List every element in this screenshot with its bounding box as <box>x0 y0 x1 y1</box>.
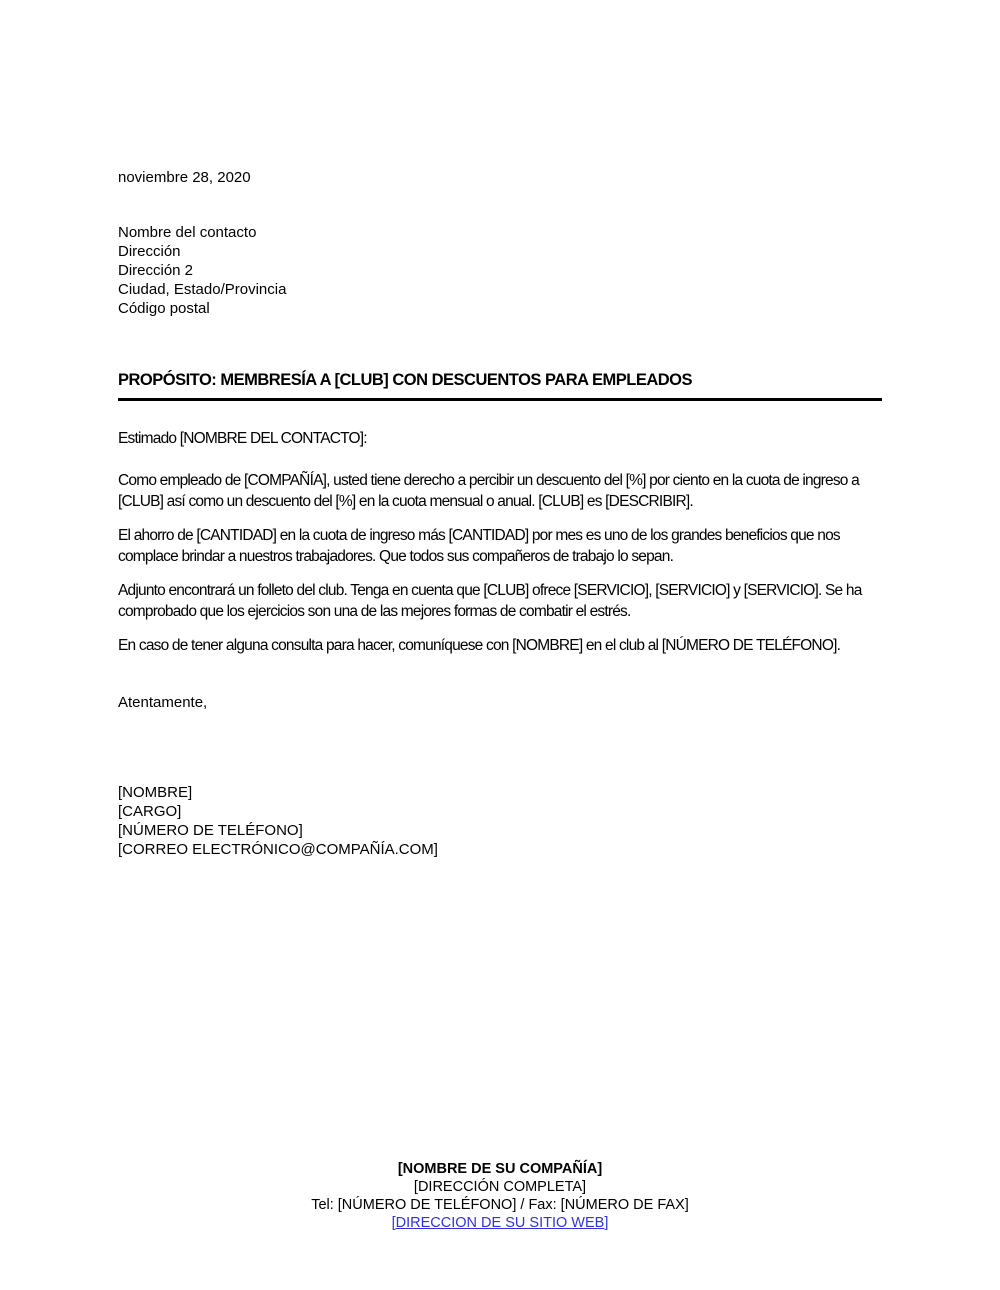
footer-address: [DIRECCIÓN COMPLETA] <box>413 1179 587 1195</box>
subject-line: PROPÓSITO: MEMBRESÍA A [CLUB] CON DESCUENTOS PARA EMPLEADOS <box>118 371 693 389</box>
signature-block <box>118 783 882 859</box>
letter-date: noviembre 28, 2020 <box>118 169 251 186</box>
greeting: Estimado [NOMBRE DEL CONTACTO]: <box>118 430 367 447</box>
footer-website-link[interactable]: [DIRECCION DE SU SITIO WEB] <box>391 1215 609 1231</box>
footer-block <box>0 1160 1000 1232</box>
body-paragraph-3: Adjunto encontrará un folleto del club. Tenga en cuenta que [CLUB] ofrece [SERVICIO], [SERVICIO] y [SERVICIO]. Se ha comprobado que los ejercicios son una de las mejores formas de combatir el estrés. <box>118 582 862 620</box>
closing-salutation: Atentamente, <box>118 694 208 711</box>
recipient-address-2: Dirección 2 <box>118 262 194 279</box>
recipient-block <box>118 223 882 318</box>
body-paragraph-2: El ahorro de [CANTIDAD] en la cuota de ingreso más [CANTIDAD] por mes es uno de los grandes beneficios que nos complace brindar a nuestros trabajadores. Que todos sus compañeros de trabajo lo sepan. <box>118 527 840 565</box>
body-paragraph-4: En caso de tener alguna consulta para hacer, comuníquese con [NOMBRE] en el club al [NÚMERO DE TELÉFONO]. <box>118 637 841 654</box>
body-paragraph-1: Como empleado de [COMPAÑÍA], usted tiene derecho a percibir un descuento del [%] por ciento en la cuota de ingreso a [CLUB] así como un descuento del [%] en la cuota mensual o anual. [CLUB] es [DESCRIBIR]. <box>118 472 859 510</box>
footer-company-name: [NOMBRE DE SU COMPAÑÍA] <box>397 1161 603 1177</box>
signature-title: [CARGO] <box>118 803 182 820</box>
footer-tel-fax: Tel: [NÚMERO DE TELÉFONO] / Fax: [NÚMERO DE FAX] <box>311 1197 689 1213</box>
recipient-city-state: Ciudad, Estado/Provincia <box>118 281 287 298</box>
signature-email: [CORREO ELECTRÓNICO@COMPAÑÍA.COM] <box>118 841 438 858</box>
signature-phone: [NÚMERO DE TELÉFONO] <box>118 822 303 839</box>
letter-body <box>118 0 882 859</box>
recipient-postal-code: Código postal <box>118 300 210 317</box>
signature-name: [NOMBRE] <box>118 784 193 801</box>
subject-divider <box>118 398 882 401</box>
recipient-address-1: Dirección <box>118 243 181 260</box>
recipient-contact-name: Nombre del contacto <box>118 224 257 241</box>
